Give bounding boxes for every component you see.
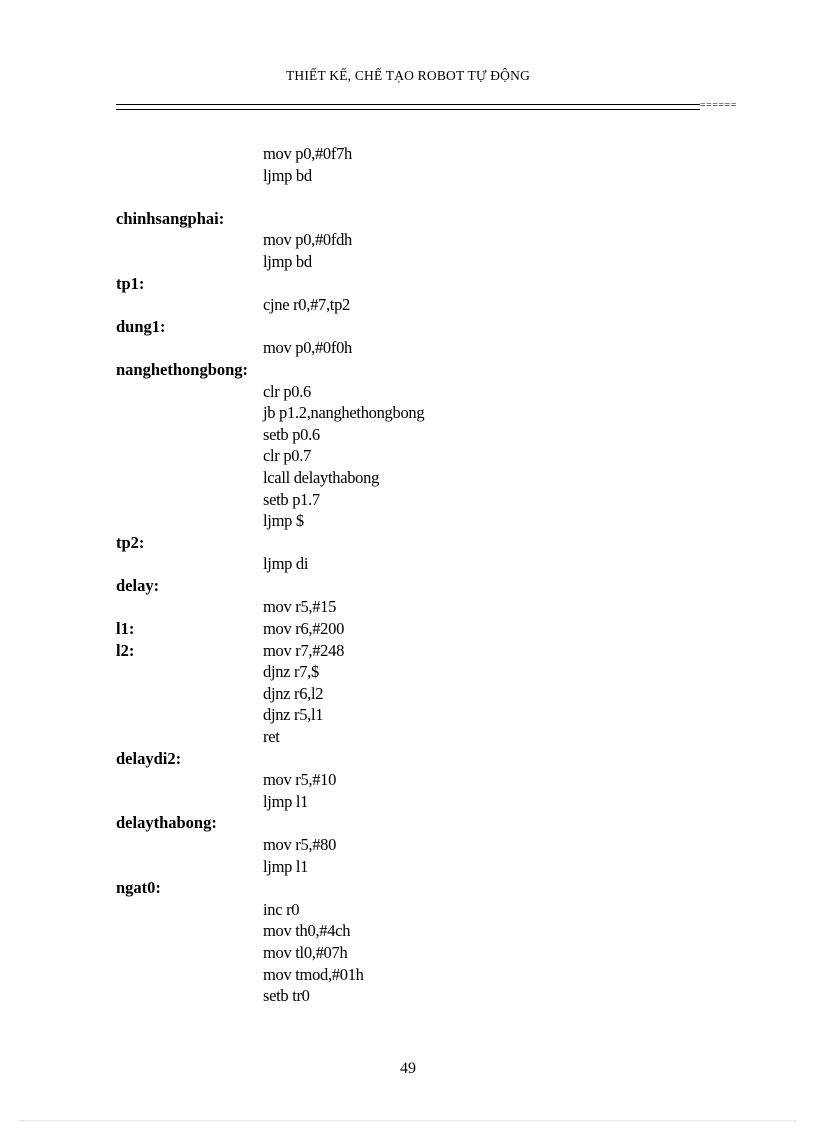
code-instruction: setb p0.6 — [263, 424, 320, 444]
header-double-rule — [116, 104, 746, 110]
code-instruction: jb p1.2,nanghethongbong — [263, 403, 425, 423]
code-instruction: setb p1.7 — [263, 489, 320, 509]
code-line — [116, 618, 736, 640]
code-line — [116, 229, 736, 251]
code-label: delaydi2: — [116, 748, 182, 768]
code-instruction: ljmp bd — [263, 251, 312, 271]
code-line — [116, 359, 736, 381]
code-label: delay: — [116, 575, 160, 595]
code-line — [116, 791, 736, 813]
code-line — [116, 381, 736, 403]
code-label: l1: — [116, 619, 135, 639]
code-label: chinhsangphai: — [116, 208, 225, 228]
code-line — [116, 596, 736, 618]
code-line — [116, 683, 736, 705]
code-line — [116, 402, 736, 424]
code-instruction: mov r6,#200 — [263, 619, 345, 639]
code-instruction: mov tl0,#07h — [263, 942, 348, 962]
code-instruction: mov tmod,#01h — [263, 964, 364, 984]
code-instruction: setb tr0 — [263, 986, 310, 1006]
code-line — [116, 294, 736, 316]
code-instruction: mov r5,#80 — [263, 835, 337, 854]
code-line — [116, 856, 736, 878]
code-line — [116, 251, 736, 273]
code-line — [116, 812, 736, 834]
code-line — [116, 748, 736, 770]
code-line — [116, 726, 736, 748]
code-instruction: mov p0,#0f7h — [263, 144, 352, 163]
code-line — [116, 661, 736, 683]
code-line — [116, 337, 736, 359]
code-label: nanghethongbong: — [116, 359, 249, 379]
code-instruction: mov th0,#4ch — [263, 921, 351, 941]
code-label: tp1: — [116, 273, 145, 293]
code-instruction: mov r5,#10 — [263, 770, 337, 790]
code-line — [116, 143, 736, 165]
code-line — [116, 510, 736, 532]
code-line — [116, 208, 736, 230]
code-line — [116, 985, 736, 1007]
code-instruction: djnz r6,l2 — [263, 683, 324, 703]
code-line — [116, 165, 736, 187]
code-instruction: ljmp $ — [263, 511, 304, 531]
code-instruction: ljmp di — [263, 554, 309, 574]
code-line — [116, 424, 736, 446]
code-line — [116, 942, 736, 964]
code-instruction: djnz r7,$ — [263, 662, 319, 682]
code-instruction: mov p0,#0f0h — [263, 338, 352, 358]
code-line — [116, 640, 736, 662]
code-line — [116, 575, 736, 597]
code-line — [116, 769, 736, 791]
page-header-title: THIẾT KẾ, CHẾ TẠO ROBOT TỰ ĐỘNG — [285, 68, 531, 83]
code-label: tp2: — [116, 532, 145, 552]
code-instruction: mov r5,#15 — [263, 597, 337, 617]
code-line — [116, 964, 736, 986]
code-instruction: lcall delaythabong — [263, 467, 380, 487]
code-instruction: ljmp bd — [263, 165, 312, 185]
assembly-code-listing — [116, 143, 736, 1007]
code-instruction: clr p0.7 — [263, 446, 312, 466]
code-label: delaythabong: — [116, 813, 217, 833]
code-instruction: ret — [263, 727, 280, 747]
page-bottom-border — [20, 1120, 796, 1121]
code-line — [116, 704, 736, 726]
code-instruction: clr p0.6 — [263, 381, 312, 401]
code-line — [116, 899, 736, 921]
code-line — [116, 920, 736, 942]
code-line — [116, 553, 736, 575]
code-line — [116, 273, 736, 295]
code-instruction: ljmp l1 — [263, 856, 309, 876]
code-line — [116, 445, 736, 467]
code-label: ngat0: — [116, 878, 161, 898]
code-instruction: djnz r5,l1 — [263, 705, 324, 725]
header-rule-tail: ====== — [700, 101, 746, 111]
code-line — [116, 316, 736, 338]
code-line — [116, 834, 736, 856]
code-line — [116, 186, 736, 208]
code-label: l2: — [116, 640, 135, 660]
code-line — [116, 467, 736, 489]
page-number: 49 — [400, 1060, 416, 1077]
code-label: dung1: — [116, 316, 166, 336]
code-instruction: mov p0,#0fdh — [263, 230, 352, 250]
code-line — [116, 532, 736, 554]
code-instruction: mov r7,#248 — [263, 640, 345, 660]
code-instruction: inc r0 — [263, 899, 300, 919]
code-instruction: cjne r0,#7,tp2 — [263, 295, 350, 315]
code-instruction: ljmp l1 — [263, 791, 309, 811]
code-line — [116, 877, 736, 899]
code-line — [116, 489, 736, 511]
